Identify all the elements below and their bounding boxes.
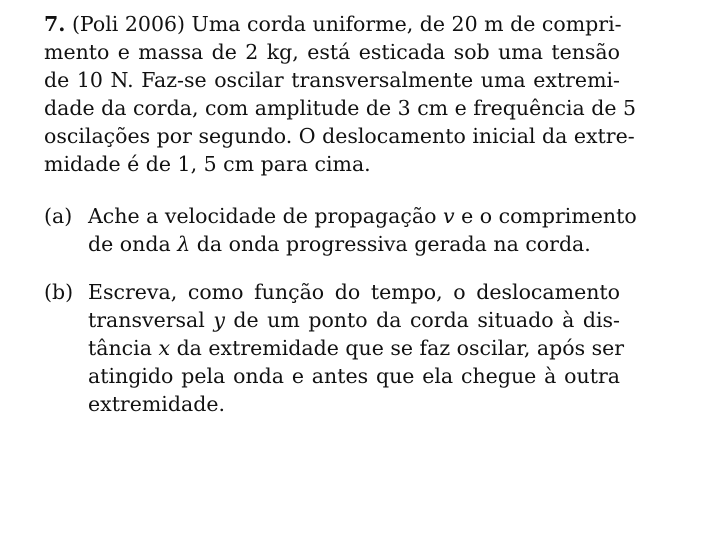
item-a-text-2b: da onda progressiva gerada na corda. — [196, 232, 591, 256]
item-b-line-4 — [88, 362, 620, 390]
item-b-text-2b: de um ponto da corda situado à dis- — [233, 308, 620, 332]
problem-line-4 — [44, 94, 637, 122]
problem-text-line-2: mento e massa de 2 kg, está esticada sob uma tensão — [44, 40, 620, 64]
item-a-line-2 — [88, 230, 620, 258]
item-b-text-4: atingido pela onda e antes que ela chegue à outra — [88, 364, 620, 388]
item-a-text-2a: de onda — [88, 232, 171, 256]
item-b-text-3b: da extremidade que se faz oscilar, após ser — [176, 336, 625, 360]
problem-text-line-4: dade da corda, com amplitude de 3 cm e frequência de 5 — [44, 96, 637, 120]
problem-line-2 — [44, 38, 620, 66]
problem-line-6 — [44, 150, 620, 178]
item-a-label: (a) — [44, 204, 73, 228]
item-b-text-5: extremidade. — [88, 392, 225, 416]
variable-lambda: λ — [177, 232, 191, 256]
item-b-line-1 — [88, 278, 620, 306]
variable-x: x — [158, 336, 171, 360]
item-b-line-3 — [88, 334, 625, 362]
item-b-label: (b) — [44, 280, 74, 304]
problem-text-line-6: midade é de 1, 5 cm para cima. — [44, 152, 371, 176]
problem-text-line-1: (Poli 2006) Uma corda uniforme, de 20 m de compri- — [71, 12, 622, 36]
problem-line-1 — [44, 10, 620, 38]
problem-text-line-3: de 10 N. Faz-se oscilar transversalmente uma extremi- — [44, 68, 620, 92]
item-b-text-2a: transversal — [88, 308, 205, 332]
variable-v: v — [442, 204, 455, 228]
item-a-line-1 — [88, 202, 637, 230]
problem-line-3 — [44, 66, 620, 94]
item-b-line-5 — [88, 390, 620, 418]
item-b-line-2 — [88, 306, 620, 334]
variable-y: y — [213, 308, 225, 332]
item-b-text-1: Escreva, como função do tempo, o deslocamento — [88, 280, 620, 304]
problem-text-line-5: oscilações por segundo. O deslocamento inicial da extre- — [44, 124, 635, 148]
problem-number: 7. — [44, 12, 66, 36]
problem-line-5 — [44, 122, 635, 150]
item-a-text-1b: e o comprimento — [461, 204, 637, 228]
item-a-text-1a: Ache a velocidade de propagação — [88, 204, 437, 228]
item-b-text-3a: tância — [88, 336, 152, 360]
